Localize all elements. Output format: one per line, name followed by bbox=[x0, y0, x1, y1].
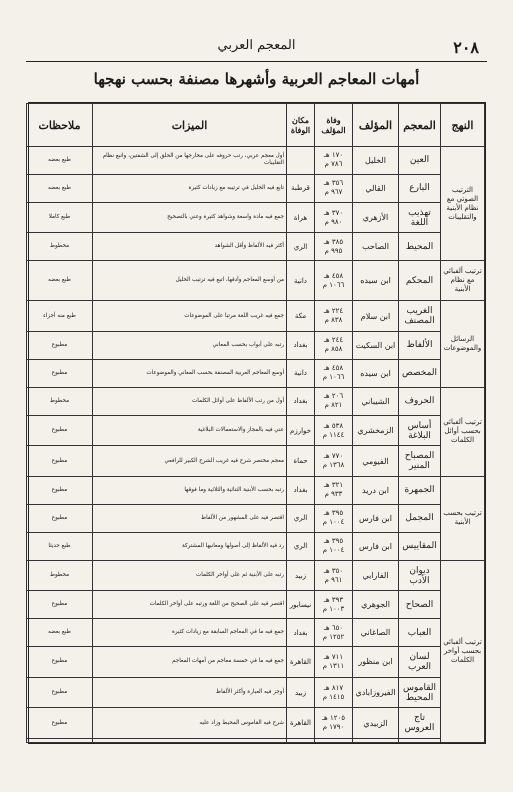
author-cell: الشيباني bbox=[353, 387, 399, 415]
header-features: الميزات bbox=[93, 104, 287, 147]
header-notes: ملاحظات bbox=[27, 104, 93, 147]
notes-cell: طبع بعضه bbox=[27, 174, 93, 202]
header-author: المؤلف bbox=[353, 104, 399, 147]
table-row bbox=[27, 387, 485, 415]
notes-cell: مخطوط bbox=[27, 560, 93, 591]
table-row bbox=[27, 331, 485, 359]
death-cell: ٣٥٠ هـ ٩٦١ م bbox=[315, 560, 353, 591]
header-rule bbox=[26, 61, 487, 62]
table-row bbox=[27, 647, 485, 678]
author-cell: ابن سلام bbox=[353, 301, 399, 332]
dictionary-cell: الحروف bbox=[399, 387, 441, 415]
features-cell: أوسع المعاجم العربية المصنفة بحسب المعاني والموضوعات bbox=[93, 359, 287, 387]
death-cell: ١٧٠ هـ ٧٨٦ م bbox=[315, 147, 353, 175]
place-cell: الري bbox=[287, 504, 315, 532]
death-cell: ٣٧٠ هـ ٩٨٠ م bbox=[315, 202, 353, 233]
death-cell: ٣٩٣ هـ ١٠٠٣ م bbox=[315, 591, 353, 619]
features-cell: أول معجم عربي، رتب حروفه على مخارجها من الحلق إلى الشفتين، واتبع نظام التقليبات bbox=[93, 147, 287, 175]
place-cell: بغداد bbox=[287, 387, 315, 415]
death-cell: ٣٩٥ هـ ١٠٠٤ م bbox=[315, 504, 353, 532]
notes-cell: طبع بعضه bbox=[27, 147, 93, 175]
header-dictionary: المعجم bbox=[399, 104, 441, 147]
dictionary-cell: الألفاظ bbox=[399, 331, 441, 359]
place-cell: نيسابور bbox=[287, 591, 315, 619]
author-cell: ابن سيده bbox=[353, 261, 399, 301]
dictionary-cell: لسان العرب bbox=[399, 647, 441, 678]
features-cell: رتبه على أبواب بحسب المعاني bbox=[93, 331, 287, 359]
author-cell: الفيروزابادي bbox=[353, 677, 399, 708]
place-cell: الري bbox=[287, 532, 315, 560]
author-cell bbox=[353, 738, 399, 742]
dictionary-cell: تهذيب اللغة bbox=[399, 202, 441, 233]
author-cell: الصاحب bbox=[353, 233, 399, 261]
place-cell bbox=[287, 738, 315, 742]
notes-cell: مطبوع bbox=[27, 677, 93, 708]
features-cell: أوجز فيه العبارة وأكثر الألفاظ bbox=[93, 677, 287, 708]
death-cell: ٢٠٦ هـ ٨٢١ م bbox=[315, 387, 353, 415]
dictionary-cell bbox=[399, 738, 441, 742]
notes-cell: مطبوع bbox=[27, 359, 93, 387]
notes-cell: طبع منه أجزاء bbox=[27, 301, 93, 332]
author-cell: الجوهري bbox=[353, 591, 399, 619]
features-cell: رتبه بحسب الأبنية الثنائية والثلاثية وما فوقها bbox=[93, 476, 287, 504]
table-title: أمهات المعاجم العربية وأشهرها مصنفة بحسب نهجها bbox=[93, 70, 420, 88]
table-row bbox=[27, 233, 485, 261]
death-cell: ٤٥٨ هـ ١٠٦٦ م bbox=[315, 359, 353, 387]
table-header-row bbox=[27, 104, 485, 147]
table-row bbox=[27, 446, 485, 477]
table-row bbox=[27, 708, 485, 739]
author-cell: ابن فارس bbox=[353, 504, 399, 532]
dictionary-cell: المجمل bbox=[399, 504, 441, 532]
place-cell: خوارزم bbox=[287, 415, 315, 446]
dictionary-cell: المصباح المنير bbox=[399, 446, 441, 477]
features-cell: رد فيه الألفاظ إلى أصولها ومعانيها المشتركة bbox=[93, 532, 287, 560]
notes-cell: طبع بعضه bbox=[27, 261, 93, 301]
notes-cell: مطبوع bbox=[27, 647, 93, 678]
dictionary-cell: المخصص bbox=[399, 359, 441, 387]
author-cell: القالي bbox=[353, 174, 399, 202]
death-cell: ٥٣٨ هـ ١١٤٤ م bbox=[315, 415, 353, 446]
features-cell: اقتصر فيه على المشهور من الألفاظ bbox=[93, 504, 287, 532]
table-row bbox=[27, 415, 485, 446]
table-row bbox=[27, 591, 485, 619]
table-row bbox=[27, 532, 485, 560]
place-cell: بغداد bbox=[287, 331, 315, 359]
features-cell: رتبه على الأبنية ثم على أواخر الكلمات bbox=[93, 560, 287, 591]
place-cell: القاهرة bbox=[287, 647, 315, 678]
method-cell: الترتيب الصوتي مع نظام الأبنية والتقليبات bbox=[441, 147, 485, 261]
dictionary-cell: ديوان الأدب bbox=[399, 560, 441, 591]
place-cell: قرطبة bbox=[287, 174, 315, 202]
header-method: النهج bbox=[441, 104, 485, 147]
place-cell: الري bbox=[287, 233, 315, 261]
notes-cell: مطبوع bbox=[27, 504, 93, 532]
features-cell: عني فيه بالمجاز والاستعمالات البلاغية bbox=[93, 415, 287, 446]
place-cell: حماة bbox=[287, 446, 315, 477]
author-cell: ابن دريد bbox=[353, 476, 399, 504]
features-cell: جمع فيه ما في المعاجم السابقة مع زيادات كثيرة bbox=[93, 619, 287, 647]
author-cell: ابن فارس bbox=[353, 532, 399, 560]
death-cell: ٢٢٤ هـ ٨٣٨ م bbox=[315, 301, 353, 332]
dictionary-cell: العباب bbox=[399, 619, 441, 647]
death-cell: ٧٧٠ هـ ١٣٦٨ م bbox=[315, 446, 353, 477]
notes-cell: مطبوع bbox=[27, 476, 93, 504]
method-cell: الرسائل والموضوعات bbox=[441, 301, 485, 387]
features-cell bbox=[93, 738, 287, 742]
features-cell: جمع فيه ما في خمسة معاجم من أمهات المعاجم bbox=[93, 647, 287, 678]
notes-cell: مخطوط bbox=[27, 233, 93, 261]
place-cell: زبيد bbox=[287, 677, 315, 708]
death-cell: ٦٥٠ هـ ١٢٥٢ م bbox=[315, 619, 353, 647]
dictionary-cell: المحيط bbox=[399, 233, 441, 261]
author-cell: الزبيدي bbox=[353, 708, 399, 739]
place-cell: هراة bbox=[287, 202, 315, 233]
author-cell: الفيومي bbox=[353, 446, 399, 477]
header-death: وفاة المؤلف bbox=[315, 104, 353, 147]
table-row bbox=[27, 677, 485, 708]
notes-cell: مطبوع bbox=[27, 446, 93, 477]
table-row bbox=[27, 476, 485, 504]
features-cell: أكثر فيه الألفاظ وأقل الشواهد bbox=[93, 233, 287, 261]
place-cell: دانية bbox=[287, 261, 315, 301]
notes-cell: طبع كاملا bbox=[27, 202, 93, 233]
place-cell: بغداد bbox=[287, 619, 315, 647]
notes-cell: مخطوط bbox=[27, 387, 93, 415]
method-cell: ترتيب بحسب الأبنية bbox=[441, 476, 485, 560]
dictionary-cell: المحكم bbox=[399, 261, 441, 301]
death-cell: ٣٩٥ هـ ١٠٠٤ م bbox=[315, 532, 353, 560]
features-cell: اقتصر فيه على الصحيح من اللغة ورتبه على أواخر الكلمات bbox=[93, 591, 287, 619]
dictionary-cell: المقاييس bbox=[399, 532, 441, 560]
page-number: ٢٠٨ bbox=[453, 38, 479, 57]
table-row bbox=[27, 202, 485, 233]
features-cell: تابع فيه الخليل في ترتيبه مع زيادات كثيرة bbox=[93, 174, 287, 202]
place-cell: مكة bbox=[287, 301, 315, 332]
dictionary-cell: العين bbox=[399, 147, 441, 175]
author-cell: الصاغاني bbox=[353, 619, 399, 647]
table-row bbox=[27, 560, 485, 591]
place-cell: القاهرة bbox=[287, 708, 315, 739]
table-row bbox=[27, 504, 485, 532]
book-title: المعجم العربي bbox=[217, 38, 296, 53]
dictionary-cell: تاج العروس bbox=[399, 708, 441, 739]
method-cell: ترتيب ألفبائي مع نظام الأبنية bbox=[441, 261, 485, 301]
notes-cell: مطبوع bbox=[27, 331, 93, 359]
notes-cell: مطبوع bbox=[27, 415, 93, 446]
dictionary-cell: القاموس المحيط bbox=[399, 677, 441, 708]
place-cell: زبيد bbox=[287, 560, 315, 591]
death-cell: ٣٥٦ هـ ٩٦٧ م bbox=[315, 174, 353, 202]
death-cell: ٤٥٨ هـ ١٠٦٦ م bbox=[315, 261, 353, 301]
features-cell: أول من رتب الألفاظ على أوائل الكلمات bbox=[93, 387, 287, 415]
dictionary-cell: الجمهرة bbox=[399, 476, 441, 504]
death-cell: ٧١١ هـ ١٣١١ م bbox=[315, 647, 353, 678]
death-cell: ٨١٧ هـ ١٤١٥ م bbox=[315, 677, 353, 708]
author-cell: الأزهري bbox=[353, 202, 399, 233]
death-cell: ٣٢١ هـ ٩٣٣ م bbox=[315, 476, 353, 504]
method-cell: ترتيب ألفبائي بحسب أوائل الكلمات bbox=[441, 387, 485, 476]
table-body bbox=[27, 147, 485, 743]
dictionary-cell: الصحاح bbox=[399, 591, 441, 619]
notes-cell: طبع حديثا bbox=[27, 532, 93, 560]
features-cell: من أوسع المعاجم وأدقها، اتبع فيه ترتيب الخليل bbox=[93, 261, 287, 301]
dictionary-cell: أساس البلاغة bbox=[399, 415, 441, 446]
author-cell: ابن السكيت bbox=[353, 331, 399, 359]
dictionary-cell: الغريب المصنف bbox=[399, 301, 441, 332]
author-cell: ابن سيده bbox=[353, 359, 399, 387]
death-cell: ٢٤٤ هـ ٨٥٨ م bbox=[315, 331, 353, 359]
method-cell: ترتيب ألفبائي بحسب أواخر الكلمات bbox=[441, 560, 485, 742]
notes-cell: مطبوع bbox=[27, 708, 93, 739]
notes-cell bbox=[27, 738, 93, 742]
header-place: مكان الوفاة bbox=[287, 104, 315, 147]
features-cell: جمع فيه مادة واسعة وشواهد كثيرة وعني بالتصحيح bbox=[93, 202, 287, 233]
death-cell bbox=[315, 738, 353, 742]
notes-cell: مطبوع bbox=[27, 591, 93, 619]
features-cell: شرح فيه القاموس المحيط وزاد عليه bbox=[93, 708, 287, 739]
death-cell: ٣٨٥ هـ ٩٩٥ م bbox=[315, 233, 353, 261]
notes-cell: طبع بعضه bbox=[27, 619, 93, 647]
running-header bbox=[28, 36, 485, 58]
table-row bbox=[27, 261, 485, 301]
place-cell bbox=[287, 147, 315, 175]
death-cell: ١٢٠٥ هـ ١٧٩٠ م bbox=[315, 708, 353, 739]
place-cell: بغداد bbox=[287, 476, 315, 504]
place-cell: دانية bbox=[287, 359, 315, 387]
author-cell: الفارابي bbox=[353, 560, 399, 591]
author-cell: الزمخشري bbox=[353, 415, 399, 446]
table-row bbox=[27, 619, 485, 647]
dictionary-cell: البارع bbox=[399, 174, 441, 202]
author-cell: ابن منظور bbox=[353, 647, 399, 678]
table-row bbox=[27, 301, 485, 332]
features-cell: معجم مختصر شرح فيه غريب الشرح الكبير للرافعي bbox=[93, 446, 287, 477]
author-cell: الخليل bbox=[353, 147, 399, 175]
table-row bbox=[27, 359, 485, 387]
table-row bbox=[27, 174, 485, 202]
table-row bbox=[27, 738, 485, 742]
table-row bbox=[27, 147, 485, 175]
dictionaries-table bbox=[28, 102, 486, 744]
features-cell: جمع فيه غريب اللغة مرتبا على الموضوعات bbox=[93, 301, 287, 332]
